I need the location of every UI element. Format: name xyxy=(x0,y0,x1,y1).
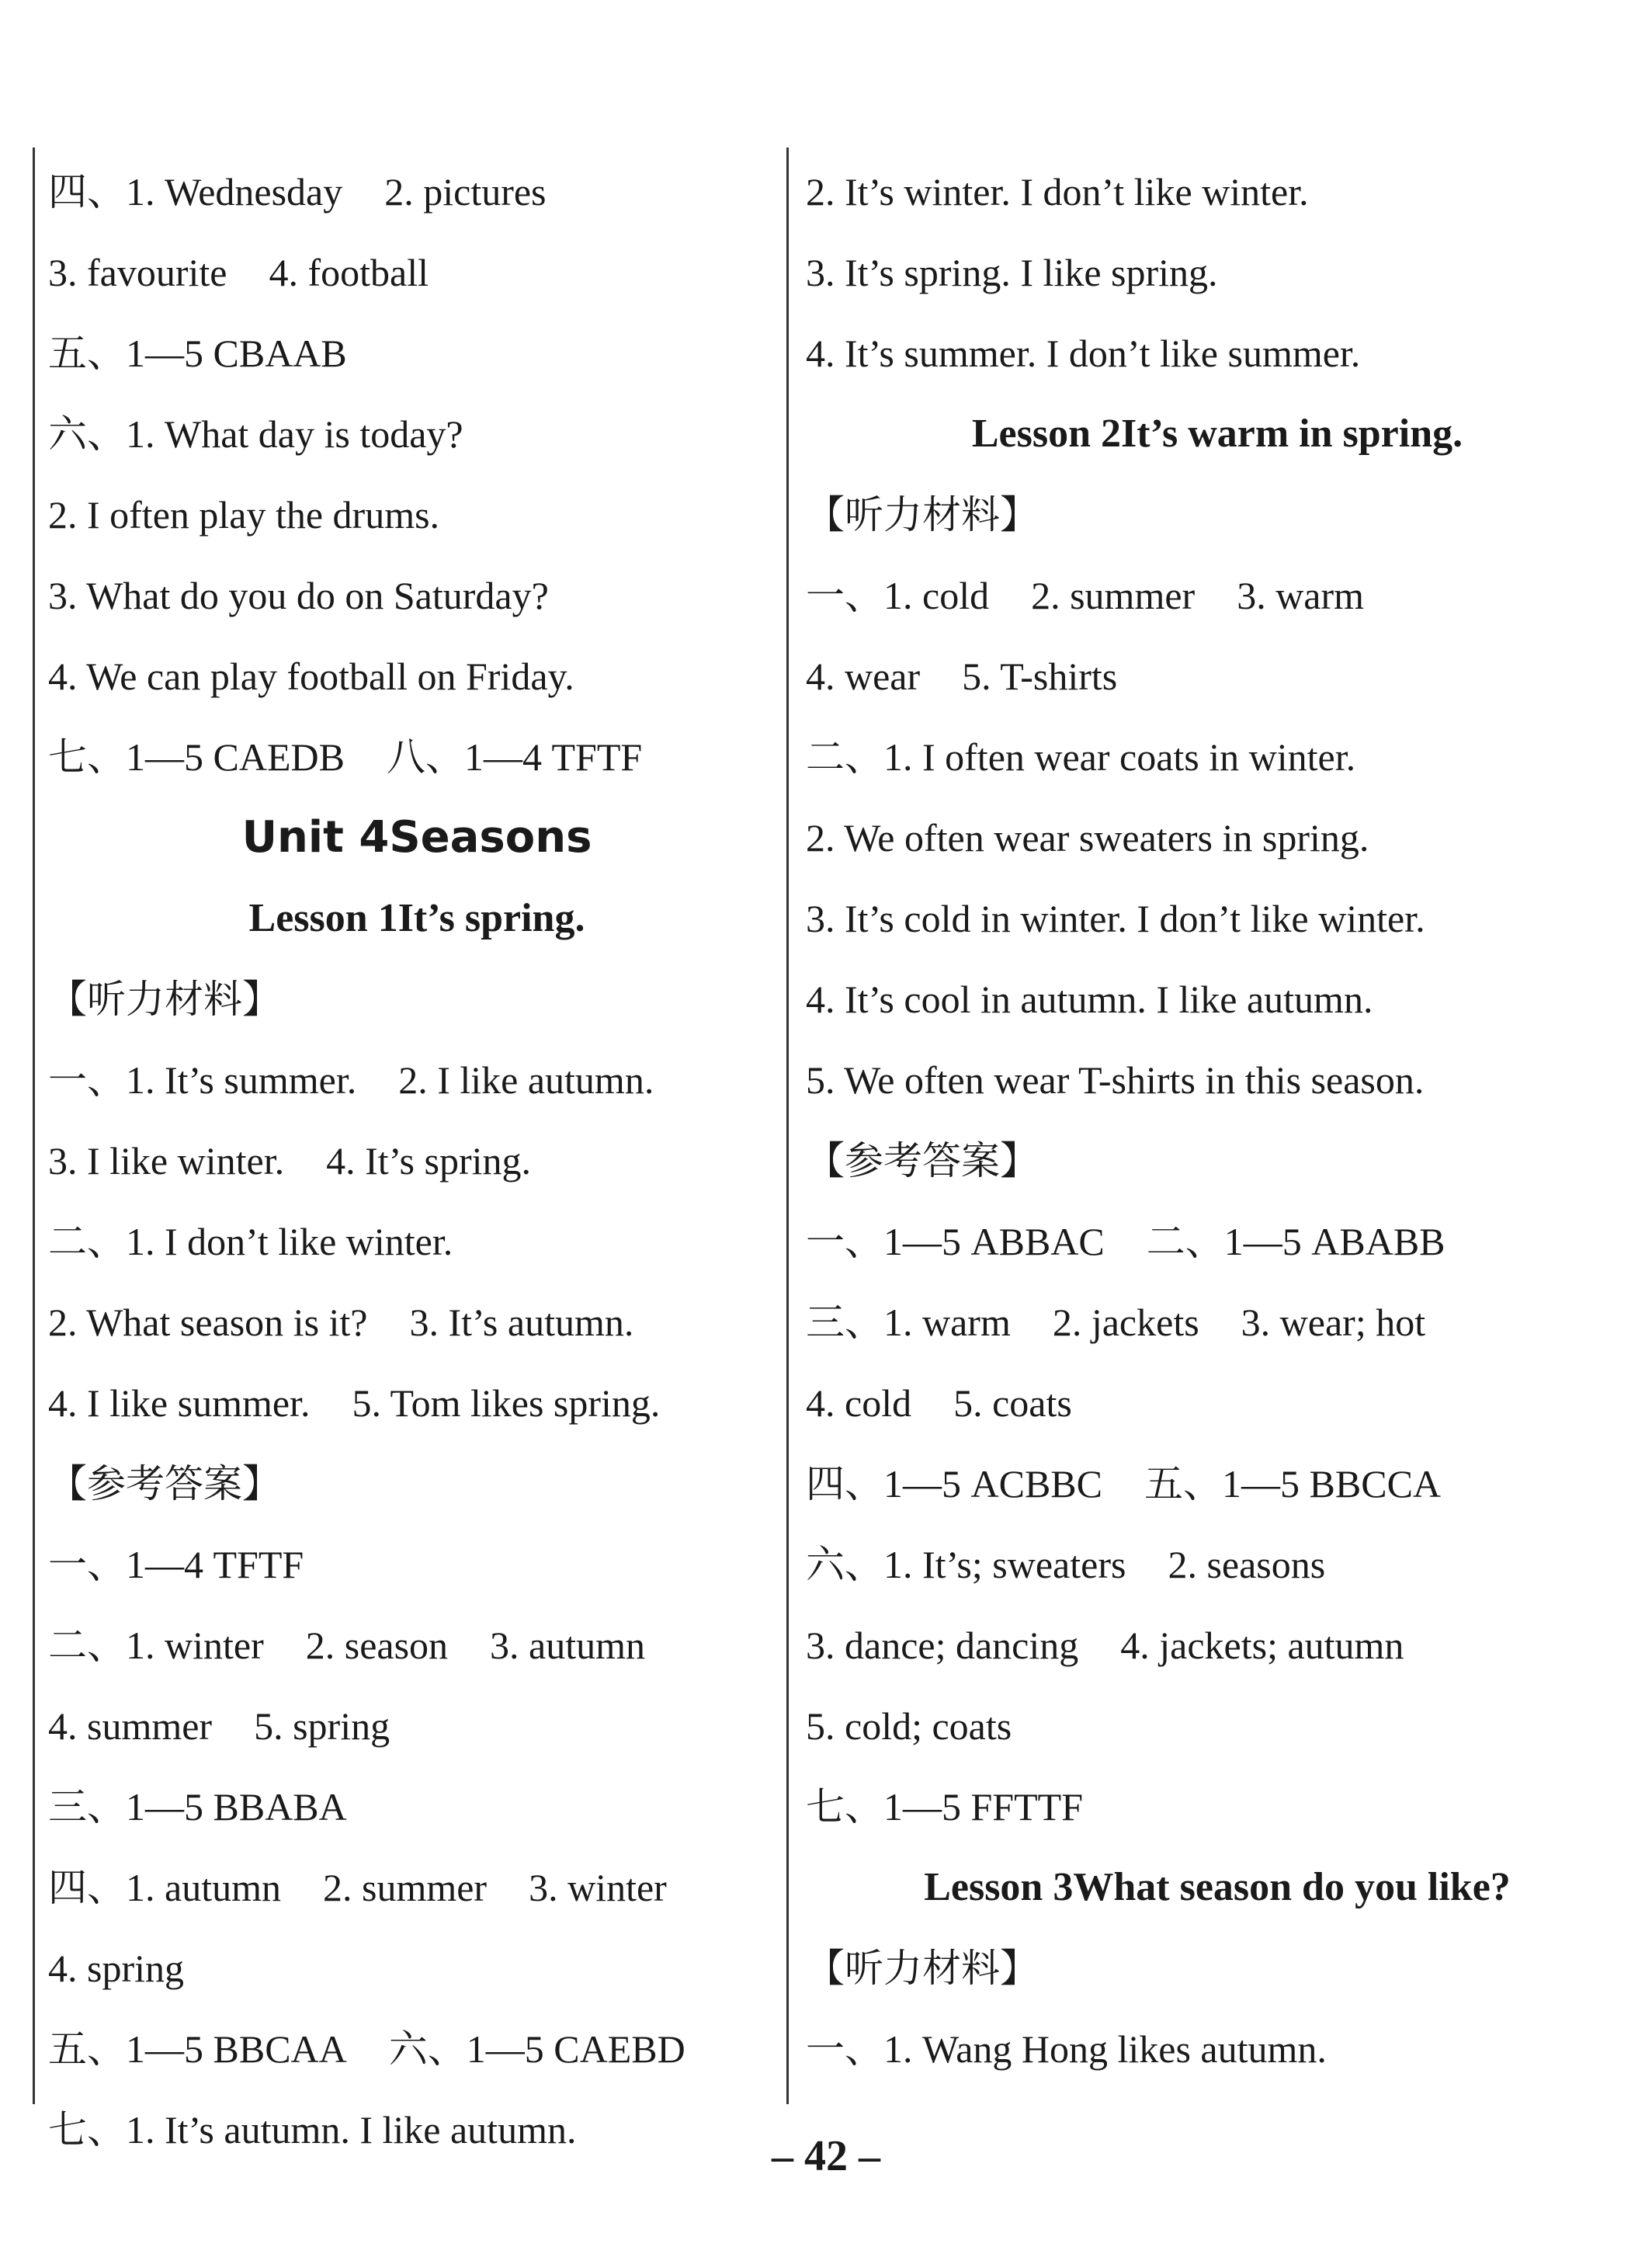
text-part: 3. winter xyxy=(529,1866,667,1909)
text-part: 3. autumn xyxy=(490,1624,646,1667)
left-line-3 xyxy=(48,394,786,474)
text-part: 5. T-shirts xyxy=(962,655,1118,698)
page-number: – 42 – xyxy=(772,2132,880,2180)
text-part: 二、1. I often wear coats in winter. xyxy=(806,735,1356,779)
left-line-18 xyxy=(48,1605,786,1686)
text-part: 3. It’s cold in winter. I don’t like winter. xyxy=(806,897,1425,940)
left-line-19 xyxy=(48,1686,786,1766)
right-line-1 xyxy=(806,232,1629,313)
text-part: 三、1—5 BBABA xyxy=(48,1785,347,1829)
text-part: 3. It’s autumn. xyxy=(409,1301,634,1344)
text-part: 2. I often play the drums. xyxy=(48,493,440,537)
left-line-15 xyxy=(48,1363,786,1443)
text-part: 四、1—5 ACBBC xyxy=(806,1462,1103,1506)
text-part: 八、1—4 TFTF xyxy=(386,735,643,779)
text-part: Lesson 3 xyxy=(924,1865,1074,1909)
text-part: 2. seasons xyxy=(1168,1543,1326,1586)
text-part: 4. summer xyxy=(48,1704,213,1748)
text-part: 2. I like autumn. xyxy=(398,1058,654,1102)
right-line-13 xyxy=(806,1201,1629,1282)
text-part: 六、1. It’s; sweaters xyxy=(806,1543,1126,1586)
text-part: Lesson 1 xyxy=(248,896,398,940)
left-lesson-9 xyxy=(48,878,786,959)
text-part: 七、1—5 FFTTF xyxy=(806,1785,1084,1829)
text-part: 4. cold xyxy=(806,1381,912,1425)
left-line-2 xyxy=(48,313,786,394)
text-part: 4. I like summer. xyxy=(48,1381,311,1425)
right-line-17 xyxy=(806,1524,1629,1605)
text-part: 5. Tom likes spring. xyxy=(352,1381,661,1425)
text-part: 2. pictures xyxy=(384,170,547,214)
text-part: 一、1—5 ABBAC xyxy=(806,1220,1105,1263)
text-part: 七、1. It’s autumn. I like autumn. xyxy=(48,2108,577,2152)
text-part: 2. summer xyxy=(1031,574,1196,617)
text-part: 5. cold; coats xyxy=(806,1704,1012,1748)
left-bracket-16 xyxy=(48,1443,786,1524)
right-line-10 xyxy=(806,959,1629,1040)
text-part: 5. We often wear T-shirts in this season. xyxy=(806,1058,1425,1102)
right-line-7 xyxy=(806,717,1629,797)
text-part: 4. spring xyxy=(48,1947,184,1990)
text-part: 【参考答案】 xyxy=(806,1138,1039,1183)
text-part: What season do you like? xyxy=(1073,1865,1511,1909)
text-part: 4. It’s summer. I don’t like summer. xyxy=(806,332,1361,375)
right-bracket-22 xyxy=(806,1928,1629,2009)
right-line-15 xyxy=(806,1363,1629,1443)
left-margin-rule xyxy=(33,148,35,2104)
text-part: 3. favourite xyxy=(48,251,227,294)
text-part: 【听力材料】 xyxy=(806,492,1039,537)
column-divider xyxy=(786,148,789,2104)
left-line-0 xyxy=(48,151,786,232)
text-part: 4. It’s spring. xyxy=(326,1139,532,1183)
text-part: 4. football xyxy=(269,251,429,294)
text-part: 2. We often wear sweaters in spring. xyxy=(806,816,1369,860)
text-part: It’s spring. xyxy=(397,896,585,940)
text-part: 3. wear; hot xyxy=(1241,1301,1426,1344)
left-line-17 xyxy=(48,1524,786,1605)
left-line-22 xyxy=(48,1928,786,2009)
right-line-19 xyxy=(806,1686,1629,1766)
text-part: 一、1. cold xyxy=(806,574,990,617)
text-part: 3. warm xyxy=(1237,574,1365,617)
text-part: 一、1. It’s summer. xyxy=(48,1058,357,1102)
right-lesson-3 xyxy=(806,394,1629,474)
left-line-13 xyxy=(48,1201,786,1282)
text-part: 3. What do you do on Saturday? xyxy=(48,574,549,617)
text-part: 三、1. warm xyxy=(806,1301,1011,1344)
text-part: 【听力材料】 xyxy=(48,977,281,1022)
text-part: 3. It’s spring. I like spring. xyxy=(806,251,1218,294)
text-part: 六、1. What day is today? xyxy=(48,412,463,456)
text-part: 2. What season is it? xyxy=(48,1301,368,1344)
text-part: 2. It’s winter. I don’t like winter. xyxy=(806,170,1309,214)
right-bracket-4 xyxy=(806,474,1629,555)
left-line-14 xyxy=(48,1282,786,1363)
text-part: 2. jackets xyxy=(1052,1301,1199,1344)
right-line-18 xyxy=(806,1605,1629,1686)
right-line-14 xyxy=(806,1282,1629,1363)
text-part: 【参考答案】 xyxy=(48,1461,281,1506)
left-line-7 xyxy=(48,717,786,797)
right-line-23 xyxy=(806,2009,1629,2089)
text-part: 一、1—4 TFTF xyxy=(48,1543,304,1586)
left-column xyxy=(48,151,786,2170)
left-line-20 xyxy=(48,1766,786,1847)
left-line-12 xyxy=(48,1120,786,1201)
right-line-9 xyxy=(806,878,1629,959)
right-line-11 xyxy=(806,1040,1629,1120)
left-line-23 xyxy=(48,2009,786,2089)
text-part: 4. We can play football on Friday. xyxy=(48,655,574,698)
left-bracket-10 xyxy=(48,959,786,1040)
text-part: 一、1. Wang Hong likes autumn. xyxy=(806,2027,1327,2071)
right-line-5 xyxy=(806,555,1629,636)
text-part: 5. spring xyxy=(254,1704,390,1748)
text-part: 3. dance; dancing xyxy=(806,1624,1079,1667)
left-line-5 xyxy=(48,555,786,636)
text-part: Unit 4 xyxy=(241,812,390,863)
left-line-1 xyxy=(48,232,786,313)
text-part: 四、1. Wednesday xyxy=(48,170,343,214)
right-lesson-21 xyxy=(806,1847,1629,1928)
right-column xyxy=(806,151,1629,2089)
text-part: 【听力材料】 xyxy=(806,1946,1039,1991)
text-part: 4. jackets; autumn xyxy=(1120,1624,1404,1667)
text-part: Lesson 2 xyxy=(971,412,1122,456)
text-part: 二、1—5 ABABB xyxy=(1146,1220,1446,1263)
text-part: 六、1—5 CAEBD xyxy=(388,2027,685,2071)
text-part: 二、1. I don’t like winter. xyxy=(48,1220,453,1263)
left-line-4 xyxy=(48,474,786,555)
right-line-6 xyxy=(806,636,1629,717)
text-part: 二、1. winter xyxy=(48,1624,264,1667)
text-part: 四、1. autumn xyxy=(48,1866,281,1909)
right-line-2 xyxy=(806,313,1629,394)
left-line-21 xyxy=(48,1847,786,1928)
right-bracket-12 xyxy=(806,1120,1629,1201)
text-part: 2. summer xyxy=(322,1866,488,1909)
text-part: Seasons xyxy=(389,812,592,863)
text-part: 5. coats xyxy=(953,1381,1072,1425)
text-part: 4. It’s cool in autumn. I like autumn. xyxy=(806,978,1373,1021)
text-part: 五、1—5 BBCAA xyxy=(48,2027,347,2071)
text-part: It’s warm in spring. xyxy=(1121,412,1463,456)
text-part: 4. wear xyxy=(806,655,921,698)
text-part: 五、1—5 CBAAB xyxy=(48,332,347,375)
text-part: 3. I like winter. xyxy=(48,1139,285,1183)
right-line-16 xyxy=(806,1443,1629,1524)
left-line-6 xyxy=(48,636,786,717)
text-part: 五、1—5 BBCCA xyxy=(1144,1462,1442,1506)
text-part: 七、1—5 CAEDB xyxy=(48,735,345,779)
right-line-0 xyxy=(806,151,1629,232)
right-line-20 xyxy=(806,1766,1629,1847)
text-part: 2. season xyxy=(305,1624,449,1667)
right-line-8 xyxy=(806,797,1629,878)
left-unit-8 xyxy=(48,797,786,878)
left-line-11 xyxy=(48,1040,786,1120)
